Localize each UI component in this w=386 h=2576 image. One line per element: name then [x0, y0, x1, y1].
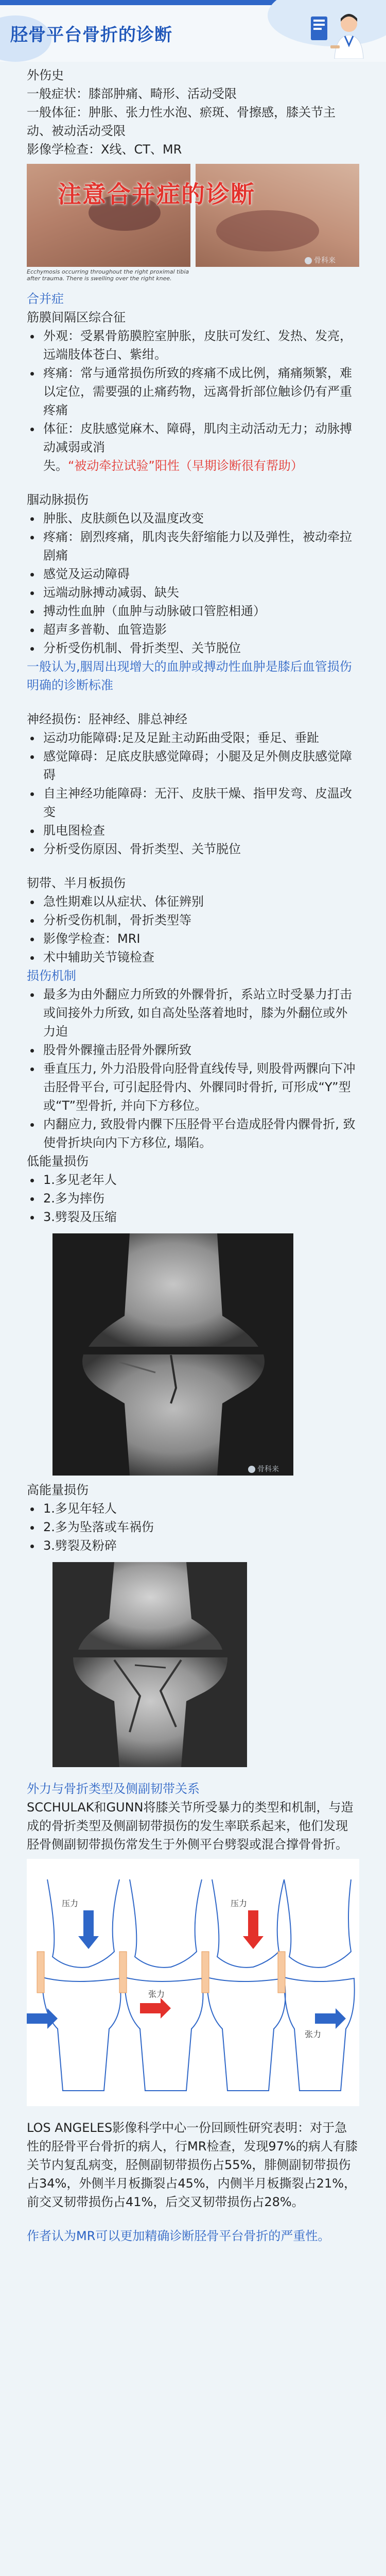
list-item: • 自主神经功能障碍：无汗、皮肤干燥、指甲发弯、皮温改变 [41, 784, 359, 821]
diagram-label: 张力 [148, 1990, 165, 1999]
list-item: • 感觉及运动障碍 [41, 565, 359, 583]
relation-text: SCCHULAK和GUNN将膝关节所受暴力的类型和机制，与造成的骨折类型及侧副韧带损伤的发生率联系起来，他们发现胫骨侧副韧带损伤常发生于外侧平台劈裂或混合撑骨骨折。 [27, 1800, 354, 1852]
ligament-force-diagram [27, 1859, 359, 2106]
diagram-label: 压力 [231, 1900, 248, 1908]
diagram-label: 压力 [62, 1900, 79, 1908]
list-item: • 外观：受累骨筋膜腔室肿胀，皮肤可发红、发热、发亮，远端肢体苍白、紫绀。 [41, 327, 359, 364]
watermark-icon [248, 1466, 255, 1473]
list-item: • 2.多为摔伤 [41, 1189, 359, 1208]
list-item: • 股骨外髁撞击胫骨外髁所致 [41, 1041, 359, 1059]
list-item: • 分析受伤机制、骨折类型、关节脱位 [41, 639, 359, 657]
list-item: • 垂直压力, 外力沿股骨向胫骨直线传导, 则股骨两髁向下冲击胫骨平台, 可引起胫骨内、外髁同时骨折, 可形成“Y”型或“T”型骨折, 并向下方移位。 [41, 1059, 359, 1115]
study-conclusion: 作者认为MR可以更加精确诊断胫骨平台骨折的严重性。 [27, 2229, 330, 2243]
xray-image-high-energy [52, 1562, 247, 1767]
list-item: • 远端动脉搏动减弱、缺失 [41, 583, 359, 602]
photo-caption: Ecchymosis occurring throughout the right proximal tibia after trauma. There is swelling over the right knee. [27, 268, 189, 282]
diagram-label: 张力 [305, 2030, 322, 2039]
doctor-illustration-icon [309, 9, 371, 59]
mechanism-heading: 损伤机制 [27, 969, 76, 983]
history-line: 影像学检查：X线、CT、MR [27, 142, 182, 157]
page-title: 胫骨平台骨折的诊断 [10, 25, 172, 45]
list-item: • 1.多见老年人 [41, 1171, 359, 1189]
low-energy-title: 低能量损伤 [27, 1154, 89, 1168]
popliteal-note: 一般认为,胭周出现增大的血肿或搏动性血肿是膝后血管损伤明确的诊断标准 [27, 659, 352, 692]
compartment-list [27, 327, 359, 475]
list-item: • 疼痛：剧烈疼痛，肌肉丧失舒缩能力以及弹性，被动牵拉剧痛 [41, 528, 359, 565]
mechanism-list [27, 985, 359, 1152]
list-item: • 运动功能障碍:足及足趾主动跖曲受限；垂足、垂趾 [41, 728, 359, 747]
list-item: • 急性期难以从症状、体征辨别 [41, 892, 359, 911]
study-text: LOS ANGELES影像科学中心一份回顾性研究表明：对于急性的胫骨平台骨折的病人，行MR检查，发现97%的病人有膝关节内复乱病变，胫侧副韧带损伤占55%，腓侧副韧带损伤占34%，外侧半月板撕裂占45%，内侧半月板撕裂占21%，前交叉韧带损伤占41%，后交叉韧带损伤占28%。 [27, 2121, 358, 2209]
watermark-icon [305, 257, 312, 264]
knee-photo-left [27, 164, 190, 267]
ligament-list [27, 892, 359, 967]
popliteal-title: 腘动脉损伤 [27, 493, 89, 507]
passive-stretch-note: “被动牵拉试验”阳性（早期诊断很有帮助） [68, 459, 303, 473]
watermark: 骨科来 [305, 251, 336, 270]
list-item: • 超声多普勒、血管造影 [41, 620, 359, 639]
high-energy-title: 高能量损伤 [27, 1483, 89, 1497]
clinical-photo [27, 164, 359, 282]
list-item: • 肿胀、皮肤颜色以及温度改变 [41, 509, 359, 528]
nerve-title: 神经损伤：胫神经、腓总神经 [27, 712, 187, 726]
nerve-list [27, 728, 359, 858]
history-heading: 外伤史 [27, 68, 64, 82]
list-item: • 2.多为坠落或车祸伤 [41, 1518, 359, 1536]
list-item: • 分析受伤原因、骨折类型、关节脱位 [41, 840, 359, 858]
list-item: • 疼痛：常与通常损伤所致的疼痛不成比例，痛痛频繁，难以定位，需要强的止痛药物，远离骨折部位触诊仍有严重疼痛 [41, 364, 359, 419]
high-energy-list [27, 1499, 359, 1555]
ligament-title: 韧带、半月板损伤 [27, 876, 126, 890]
list-item: • 3.劈裂及粉碎 [41, 1536, 359, 1555]
list-item: • 体征：皮肤感觉麻木、障碍，肌肉主动活动无力；动脉搏动减弱或消失。“被动牵拉试验”阳性（早期诊断很有帮助） [41, 419, 359, 475]
list-item: • 感觉障碍：足底皮肤感觉障碍；小腿及足外侧皮肤感觉障碍 [41, 747, 359, 784]
complications-heading: 合并症 [27, 292, 64, 306]
photo-overlay-text: 注意合并症的诊断 [58, 180, 255, 208]
list-item: • 影像学检查：MRI [41, 929, 359, 948]
list-item: • 术中辅助关节镜检查 [41, 948, 359, 967]
compartment-title: 筋膜间隔区综合征 [27, 310, 126, 325]
list-item: • 最多为由外翻应力所致的外髁骨折，系站立时受暴力打击或间接外力所致, 如自高处坠落着地时，膝为外翻位或外力迫 [41, 985, 359, 1041]
list-item: • 分析受伤机制，骨折类型等 [41, 911, 359, 929]
list-item: • 内翻应力, 致股骨内髁下压胫骨平台造成胫骨内髁骨折, 致使骨折块向内下方移位, 塌陷。 [41, 1115, 359, 1152]
list-item: • 1.多见年轻人 [41, 1499, 359, 1518]
watermark: 骨科来 [248, 1460, 279, 1476]
history-line: 一般体征：肿胀、张力性水泡、瘀斑、骨擦感，膝关节主动、被动活动受限 [27, 105, 336, 138]
popliteal-list [27, 509, 359, 657]
list-item: • 搏动性血肿（血肿与动脉破口管腔相通） [41, 602, 359, 620]
list-item: • 肌电图检查 [41, 821, 359, 840]
list-item: • 3.劈裂及压缩 [41, 1208, 359, 1226]
relation-heading: 外力与骨折类型及侧副韧带关系 [27, 1782, 200, 1796]
history-line: 一般症状：膝部肿痛、畸形、活动受限 [27, 87, 237, 101]
article-body [27, 66, 359, 2245]
low-energy-list [27, 1171, 359, 1226]
header-banner [0, 0, 386, 62]
xray-image-low-energy [52, 1233, 293, 1476]
